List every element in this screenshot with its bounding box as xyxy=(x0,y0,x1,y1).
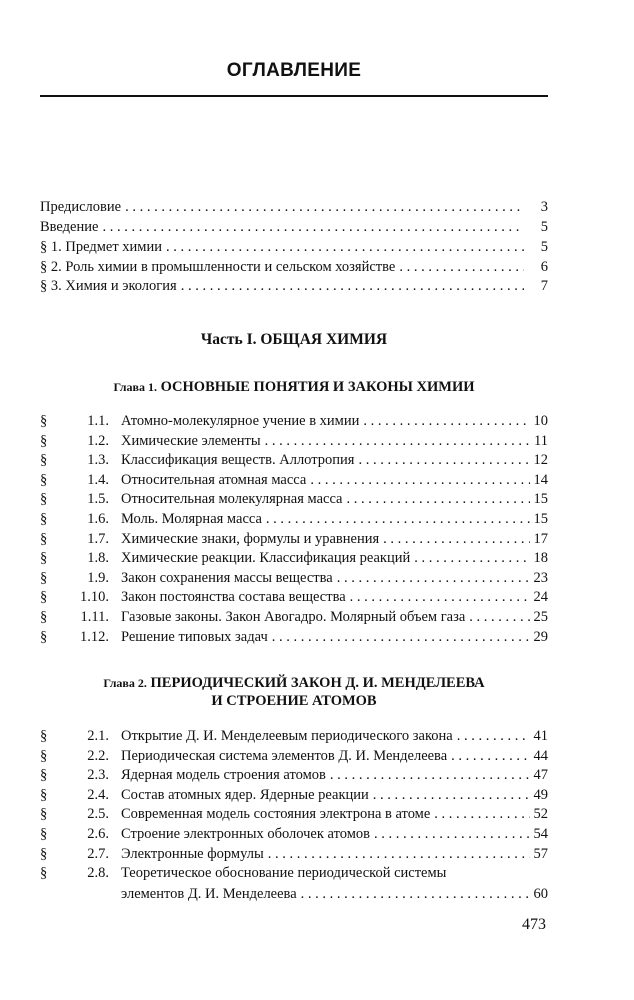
section-page: 24 xyxy=(533,589,548,606)
toc-leader-dots xyxy=(125,198,524,217)
section-sign: § xyxy=(40,589,48,606)
section-page: 54 xyxy=(533,826,548,842)
toc-leader-dots xyxy=(181,277,524,296)
section-number: 2.2. xyxy=(87,747,109,764)
section-sign: § xyxy=(40,865,48,881)
section-page: 52 xyxy=(533,806,548,823)
section-title: Ядерная модель строения атомов xyxy=(121,767,326,784)
section-number: 1.12. xyxy=(80,628,109,645)
section-title: Химические знаки, формулы и уравнения xyxy=(121,530,380,547)
toc-leader-dots xyxy=(358,451,529,470)
section-page: 44 xyxy=(533,747,548,764)
section-page: 29 xyxy=(533,628,548,645)
section-page: 23 xyxy=(533,569,548,586)
section-page: 57 xyxy=(533,845,548,862)
section-title: Состав атомных ядер. Ядерные реакции xyxy=(121,786,369,803)
toc-entry-text: § 2. Роль химии в промышленности и сельском хозяйстве xyxy=(40,259,396,275)
section-title: Открытие Д. И. Менделеевым периодического закона xyxy=(121,728,453,744)
section-page: 12 xyxy=(533,452,548,469)
section-title: Закон сохранения массы вещества xyxy=(121,569,333,586)
toc-entry-text: § 1. Предмет химии xyxy=(40,239,162,255)
toc-leader-dots xyxy=(102,218,524,237)
toc-leader-dots xyxy=(363,412,529,431)
toc-entry-page: 5 xyxy=(540,219,548,235)
toc-entry-text: Введение xyxy=(40,219,99,235)
page-title: ОГЛАВЛЕНИЕ xyxy=(226,60,362,81)
chapter-title xyxy=(40,674,548,693)
toc-leader-dots xyxy=(330,766,530,785)
toc-entry[interactable] xyxy=(40,238,548,257)
section-number: 2.8. xyxy=(87,865,109,881)
chapter-lead: Глава 2. xyxy=(103,676,147,690)
section-number: 1.7. xyxy=(87,530,109,547)
title-divider xyxy=(40,95,548,97)
section-sign: § xyxy=(40,609,48,625)
toc-leader-dots xyxy=(337,569,530,588)
toc-leader-dots xyxy=(310,471,529,490)
toc-leader-dots xyxy=(383,530,529,549)
section-number: 1.6. xyxy=(87,511,109,527)
section-title: Химические реакции. Классификация реакций xyxy=(121,550,411,567)
section-sign: § xyxy=(40,569,48,586)
section-number: 2.6. xyxy=(87,826,109,842)
section-number: 2.3. xyxy=(87,767,109,784)
section-sign: § xyxy=(40,491,48,508)
section-page: 41 xyxy=(533,728,548,744)
toc-leader-dots xyxy=(301,885,530,904)
section-number: 1.5. xyxy=(87,491,109,508)
toc-leader-dots xyxy=(166,238,524,257)
toc-entry-page: 7 xyxy=(540,278,548,294)
section-number: 1.11. xyxy=(80,609,109,625)
section-page: 49 xyxy=(533,786,548,803)
section-number: 2.4. xyxy=(87,786,109,803)
section-sign: § xyxy=(40,550,48,567)
section-title-line1: Теоретическое обоснование периодической системы xyxy=(121,865,447,881)
section-sign: § xyxy=(40,826,48,842)
toc-leader-dots xyxy=(265,432,530,451)
section-sign: § xyxy=(40,511,48,527)
section-title: Относительная молекулярная масса xyxy=(121,491,343,508)
section-title: Электронные формулы xyxy=(121,845,264,862)
section-page: 11 xyxy=(534,432,548,449)
chapter-heading: ПЕРИОДИЧЕСКИЙ ЗАКОН Д. И. МЕНДЕЛЕЕВА xyxy=(150,675,485,691)
section-sign: § xyxy=(40,530,48,547)
section-page: 18 xyxy=(533,550,548,567)
section-title: Относительная атомная масса xyxy=(121,471,307,488)
section-number: 2.5. xyxy=(87,806,109,823)
toc-entry[interactable] xyxy=(40,258,548,277)
section-page: 10 xyxy=(533,413,548,429)
section-number: 1.2. xyxy=(87,432,109,449)
toc-leader-dots xyxy=(373,786,530,805)
toc-leader-dots xyxy=(414,549,529,568)
section-title: Строение электронных оболочек атомов xyxy=(121,826,370,842)
section-page: 60 xyxy=(533,886,548,902)
section-title: Классификация веществ. Аллотропия xyxy=(121,452,355,469)
toc-leader-dots xyxy=(469,608,529,627)
chapter-lead: Глава 1. xyxy=(113,380,157,394)
toc-leader-dots xyxy=(374,825,530,844)
part-title: Часть I. ОБЩАЯ ХИМИЯ xyxy=(200,331,388,348)
toc-leader-dots xyxy=(457,727,530,746)
section-number: 1.9. xyxy=(87,569,109,586)
section-sign: § xyxy=(40,432,48,449)
toc-leader-dots xyxy=(268,845,530,864)
section-title: Химические элементы xyxy=(121,432,261,449)
section-title: Атомно-молекулярное учение в химии xyxy=(121,413,360,429)
section-page: 15 xyxy=(533,511,548,527)
section-title: Современная модель состояния электрона в атоме xyxy=(121,806,431,823)
section-sign: § xyxy=(40,413,48,429)
toc-leader-dots xyxy=(451,747,529,766)
toc-entry-page: 3 xyxy=(540,199,548,215)
toc-entry[interactable] xyxy=(40,218,548,237)
section-title: Решение типовых задач xyxy=(121,628,268,645)
section-page: 14 xyxy=(533,471,548,488)
toc-leader-dots xyxy=(347,490,530,509)
section-title: Моль. Молярная масса xyxy=(121,511,262,527)
section-number: 1.10. xyxy=(80,589,109,606)
toc-section-entry[interactable] xyxy=(40,864,548,906)
section-page: 15 xyxy=(533,491,548,508)
section-sign: § xyxy=(40,767,48,784)
section-number: 2.1. xyxy=(87,728,109,744)
toc-leader-dots xyxy=(350,588,530,607)
section-sign: § xyxy=(40,845,48,862)
section-title-line2: элементов Д. И. Менделеева xyxy=(121,886,297,902)
toc-entry-page: 6 xyxy=(540,259,548,275)
chapter-title xyxy=(40,378,548,397)
section-sign: § xyxy=(40,806,48,823)
toc-leader-dots xyxy=(399,258,524,277)
toc-entry[interactable] xyxy=(40,198,548,217)
section-sign: § xyxy=(40,747,48,764)
section-page: 17 xyxy=(533,530,548,547)
toc-leader-dots xyxy=(434,805,529,824)
section-title: Закон постоянства состава вещества xyxy=(121,589,346,606)
toc-entry-text: § 3. Химия и экология xyxy=(40,278,177,294)
section-number: 1.4. xyxy=(87,471,109,488)
section-number: 1.1. xyxy=(87,413,109,429)
section-number: 1.8. xyxy=(87,550,109,567)
section-page: 25 xyxy=(533,609,548,625)
section-sign: § xyxy=(40,471,48,488)
section-sign: § xyxy=(40,628,48,645)
toc-entry-page: 5 xyxy=(540,239,548,255)
section-sign: § xyxy=(40,728,48,744)
toc-entry-text: Предисловие xyxy=(40,199,122,215)
section-sign: § xyxy=(40,452,48,469)
section-number: 2.7. xyxy=(87,845,109,862)
toc-leader-dots xyxy=(272,628,530,647)
chapter-heading: ОСНОВНЫЕ ПОНЯТИЯ И ЗАКОНЫ ХИМИИ xyxy=(160,379,475,395)
toc-entry[interactable] xyxy=(40,277,548,296)
toc-leader-dots xyxy=(266,510,530,529)
section-title: Периодическая система элементов Д. И. Менделеева xyxy=(121,747,448,764)
section-title: Газовые законы. Закон Авогадро. Молярный объем газа xyxy=(121,609,466,625)
chapter-title-line2: И СТРОЕНИЕ АТОМОВ xyxy=(211,693,377,709)
section-sign: § xyxy=(40,786,48,803)
section-page: 47 xyxy=(533,767,548,784)
page-number: 473 xyxy=(522,916,546,933)
section-number: 1.3. xyxy=(87,452,109,469)
